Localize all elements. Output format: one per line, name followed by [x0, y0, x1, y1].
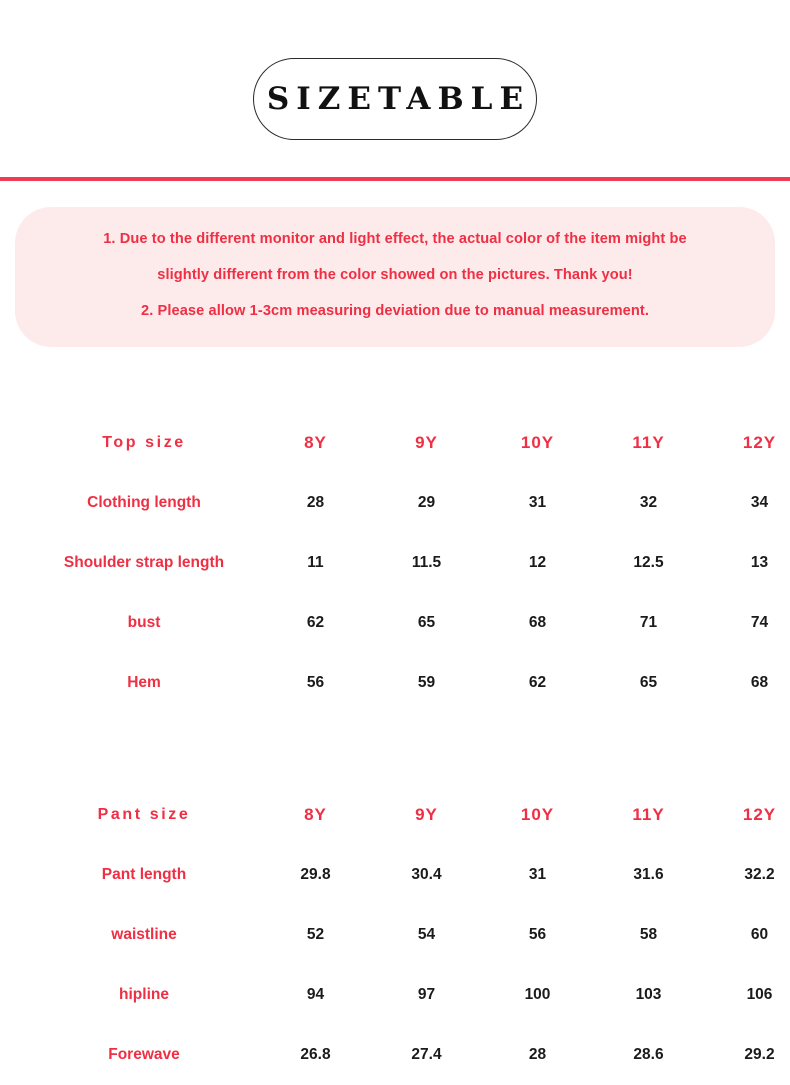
notice-box: [15, 207, 775, 347]
table-row: [28, 653, 790, 713]
size-header-8y: 8Y: [304, 805, 327, 824]
title-area: [0, 0, 790, 140]
cell-value: 28: [528, 1046, 547, 1063]
cell-value: 97: [417, 986, 436, 1003]
cell-value: 103: [635, 986, 662, 1003]
cell-value: 74: [750, 614, 769, 631]
size-header-11y: 11Y: [632, 433, 665, 452]
table-row: [28, 965, 790, 1025]
table-row: [28, 845, 790, 905]
table-header-row: [28, 785, 790, 845]
table-row: [28, 533, 790, 593]
cell-value: 58: [639, 926, 658, 943]
table-header-row: [28, 413, 790, 473]
row-label-shoulder-strap-length: Shoulder strap length: [63, 554, 225, 571]
cell-value: 28.6: [633, 1046, 664, 1063]
table-row: [28, 1025, 790, 1085]
cell-value: 31: [528, 494, 547, 511]
cell-value: 60: [750, 926, 769, 943]
table-row: [28, 473, 790, 533]
cell-value: 100: [524, 986, 551, 1003]
notice-line-1: 1. Due to the different monitor and light effect, the actual color of the item might be: [103, 231, 687, 247]
row-label-pant-length: Pant length: [101, 866, 187, 883]
row-label-hipline: hipline: [119, 986, 169, 1003]
size-header-12y: 12Y: [742, 805, 777, 824]
cell-value: 32: [639, 494, 658, 511]
cell-value: 28: [306, 494, 325, 511]
cell-value: 56: [528, 926, 547, 943]
cell-value: 62: [306, 614, 325, 631]
size-header-11y: 11Y: [632, 805, 665, 824]
cell-value: 52: [306, 926, 325, 943]
title-pill: [253, 58, 537, 140]
notice-line-3: 2. Please allow 1-3cm measuring deviation due to manual measurement.: [140, 303, 650, 319]
size-header-12y: 12Y: [742, 433, 777, 452]
size-header-10y: 10Y: [520, 433, 555, 452]
cell-value: 65: [639, 674, 658, 691]
cell-value: 68: [750, 674, 769, 691]
cell-value: 34: [750, 494, 769, 511]
accent-divider: [0, 177, 790, 181]
top-size-table-block: [0, 413, 790, 713]
cell-value: 11.5: [411, 554, 442, 571]
row-label-clothing-length: Clothing length: [87, 494, 201, 511]
size-header-9y: 9Y: [415, 805, 438, 824]
size-header-8y: 8Y: [304, 433, 327, 452]
cell-value: 29.8: [300, 866, 331, 883]
table-row: [28, 905, 790, 965]
cell-value: 31.6: [633, 866, 664, 883]
cell-value: 65: [417, 614, 436, 631]
cell-value: 31: [528, 866, 547, 883]
cell-value: 62: [528, 674, 547, 691]
cell-value: 106: [746, 986, 773, 1003]
table-row: [28, 593, 790, 653]
cell-value: 13: [750, 554, 769, 571]
cell-value: 29: [417, 494, 436, 511]
cell-value: 12: [528, 554, 547, 571]
cell-value: 12.5: [633, 554, 664, 571]
cell-value: 59: [417, 674, 436, 691]
cell-value: 94: [306, 986, 325, 1003]
size-header-10y: 10Y: [520, 805, 555, 824]
cell-value: 54: [417, 926, 436, 943]
cell-value: 68: [528, 614, 547, 631]
table-header-label: Pant size: [97, 806, 191, 823]
notice-line-2: slightly different from the color showed on the pictures. Thank you!: [157, 267, 633, 283]
row-label-hem: Hem: [127, 674, 161, 691]
pant-size-table: [28, 785, 790, 1085]
cell-value: 11: [307, 554, 324, 571]
size-header-9y: 9Y: [415, 433, 438, 452]
cell-value: 30.4: [411, 866, 442, 883]
cell-value: 26.8: [300, 1046, 331, 1063]
page-title: SIZETABLE: [266, 81, 531, 117]
pant-size-table-block: [0, 785, 790, 1085]
row-label-waistline: waistline: [111, 926, 177, 943]
cell-value: 32.2: [744, 866, 775, 883]
cell-value: 56: [306, 674, 325, 691]
cell-value: 27.4: [411, 1046, 442, 1063]
cell-value: 71: [639, 614, 658, 631]
top-size-table: [28, 413, 790, 713]
row-label-bust: bust: [127, 614, 161, 631]
row-label-forewave: Forewave: [108, 1046, 180, 1063]
cell-value: 29.2: [744, 1046, 775, 1063]
table-header-label: Top size: [102, 434, 186, 451]
